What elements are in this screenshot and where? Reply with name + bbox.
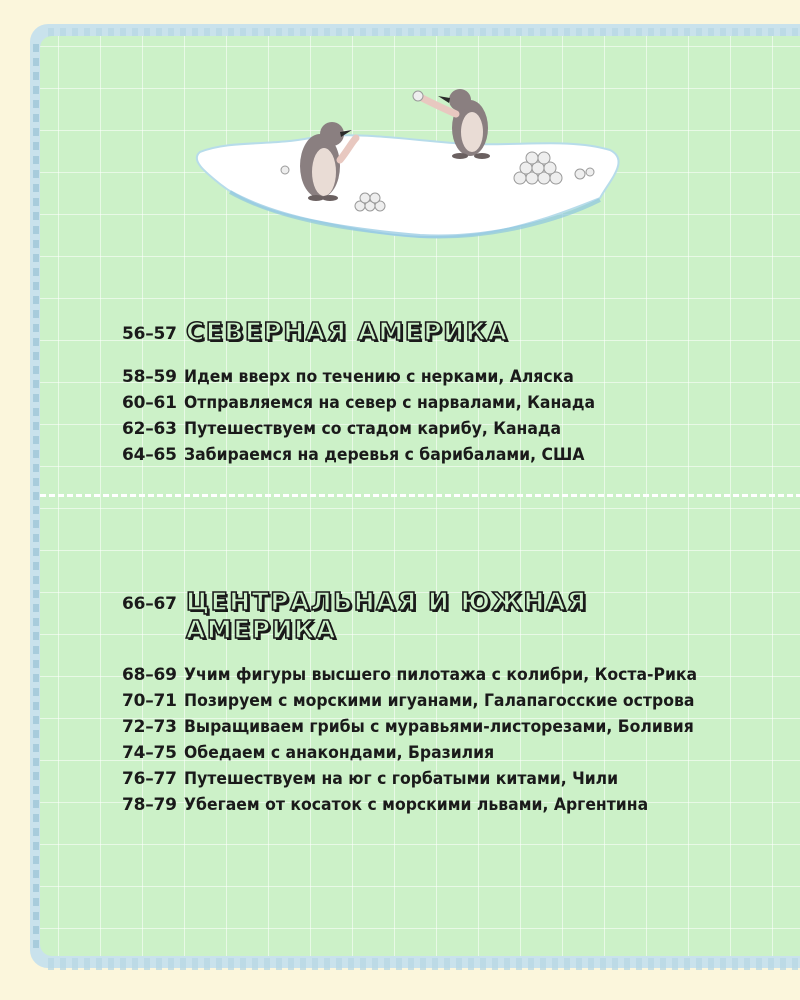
entry-title: Путешествуем на юг с горбатыми китами, Чили <box>184 769 619 789</box>
section-central-south-america <box>122 588 742 818</box>
entry-title: Путешествуем со стадом карибу, Канада <box>184 419 562 439</box>
section-title: СЕВЕРНАЯ АМЕРИКА <box>186 317 509 346</box>
entry-pages: 58–59 <box>122 367 177 387</box>
section-heading <box>122 318 656 346</box>
toc-entry <box>122 740 742 766</box>
entry-pages: 68–69 <box>122 665 177 685</box>
entry-pages: 74–75 <box>122 743 177 763</box>
entry-pages: 60–61 <box>122 393 177 413</box>
bottom-border-pattern <box>48 958 800 970</box>
toc-entry <box>122 442 656 468</box>
entry-title: Позируем с морскими игуанами, Галапагосские острова <box>184 691 695 711</box>
entry-pages: 64–65 <box>122 445 177 465</box>
section-heading <box>122 588 742 644</box>
entry-title: Забираемся на деревья с барибалами, США <box>184 445 585 465</box>
toc-entry <box>122 364 656 390</box>
penguins-on-ice-floe-icon <box>190 80 630 250</box>
entry-title: Отправляемся на север с нарвалами, Канада <box>184 393 596 413</box>
entry-pages: 70–71 <box>122 691 177 711</box>
entry-title: Учим фигуры высшего пилотажа с колибри, Коста-Рика <box>184 665 698 685</box>
entries-list <box>122 364 656 468</box>
entry-pages: 76–77 <box>122 769 177 789</box>
section-title: ЦЕНТРАЛЬНАЯ И ЮЖНАЯ АМЕРИКА <box>186 587 588 644</box>
left-border-pattern <box>33 44 39 952</box>
entry-pages: 62–63 <box>122 419 177 439</box>
entry-pages: 78–79 <box>122 795 177 815</box>
toc-entry <box>122 688 742 714</box>
entry-title: Выращиваем грибы с муравьями-листорезами, Боливия <box>184 717 694 737</box>
entries-list <box>122 662 742 818</box>
section-pages: 66–67 <box>122 594 177 614</box>
toc-entry <box>122 390 656 416</box>
section-north-america <box>122 318 656 468</box>
toc-entry <box>122 662 742 688</box>
section-divider <box>40 494 800 497</box>
toc-entry <box>122 766 742 792</box>
entry-pages: 72–73 <box>122 717 177 737</box>
toc-entry <box>122 714 742 740</box>
section-pages: 56–57 <box>122 324 177 344</box>
entry-title: Убегаем от косаток с морскими львами, Аргентина <box>184 795 649 815</box>
toc-entry <box>122 792 742 818</box>
entry-title: Обедаем с анакондами, Бразилия <box>184 743 495 763</box>
toc-entry <box>122 416 656 442</box>
entry-title: Идем вверх по течению с нерками, Аляска <box>184 367 574 387</box>
